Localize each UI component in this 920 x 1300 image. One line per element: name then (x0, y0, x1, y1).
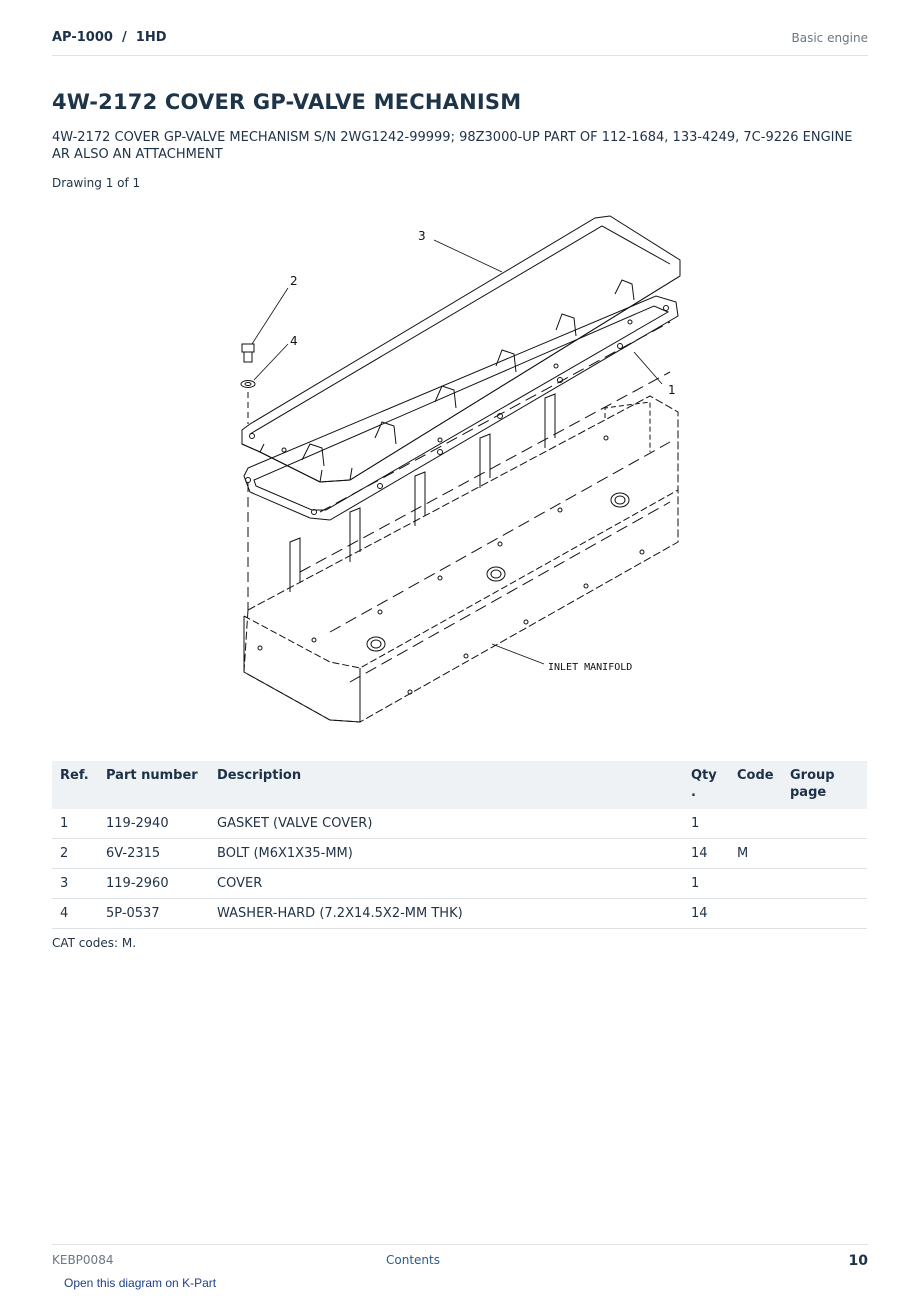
cell-code: M (729, 839, 782, 869)
cat-codes-note: CAT codes: M. (52, 936, 137, 950)
contents-link[interactable]: Contents (386, 1253, 440, 1267)
cell-description: BOLT (M6X1X35-MM) (209, 839, 683, 869)
header-code: Code (737, 768, 774, 783)
cell-ref: 3 (52, 869, 98, 899)
cell-ref: 1 (52, 809, 98, 839)
cell-ref: 2 (52, 839, 98, 869)
callout-2: 2 (290, 274, 298, 288)
cell-qty: 1 (683, 809, 729, 839)
table-row (52, 869, 867, 899)
parts-table (52, 761, 867, 929)
header-qty-line1: Qty (691, 768, 717, 783)
breadcrumb: AP-1000 / 1HD (52, 30, 167, 45)
callout-4: 4 (290, 334, 298, 348)
drawing-label: Drawing 1 of 1 (52, 176, 141, 190)
cell-group-page (782, 899, 867, 929)
page-subtitle: 4W-2172 COVER GP-VALVE MECHANISM S/N 2WG1242-99999; 98Z3000-UP PART OF 112-1684, 133-4249, 7C-9226 ENGINE AR ALSO AN ATTACHMENT (52, 130, 853, 162)
open-kpart-link[interactable]: Open this diagram on K-Part (64, 1276, 217, 1290)
header-group-line1: Group (790, 768, 835, 783)
page-number: 10 (848, 1253, 868, 1269)
cell-qty: 14 (683, 839, 729, 869)
valve-cover-drawing (242, 216, 680, 482)
cell-part-number: 119-2960 (98, 869, 209, 899)
cell-qty: 1 (683, 869, 729, 899)
cell-code (729, 869, 782, 899)
header-group-page (782, 761, 867, 809)
table-row (52, 899, 867, 929)
header-description: Description (217, 768, 302, 783)
cell-part-number: 6V-2315 (98, 839, 209, 869)
diagram-svg (230, 212, 690, 732)
table-row (52, 839, 867, 869)
cell-description: WASHER-HARD (7.2X14.5X2-MM THK) (209, 899, 683, 929)
cell-part-number: 5P-0537 (98, 899, 209, 929)
cell-description: COVER (209, 869, 683, 899)
header-ref: Ref. (60, 768, 89, 783)
cell-group-page (782, 839, 867, 869)
page-title: 4W-2172 COVER GP-VALVE MECHANISM (52, 90, 522, 114)
table-row (52, 809, 867, 839)
cell-ref: 4 (52, 899, 98, 929)
page-footer (52, 1244, 868, 1274)
cell-description: GASKET (VALVE COVER) (209, 809, 683, 839)
cell-group-page (782, 869, 867, 899)
cell-part-number: 119-2940 (98, 809, 209, 839)
header-qty (683, 761, 729, 809)
header-qty-line2: . (691, 785, 696, 800)
header-part-number: Part number (106, 768, 198, 783)
document-id: KEBP0084 (52, 1253, 114, 1267)
parts-table-header (52, 761, 867, 809)
inlet-manifold-label: INLET MANIFOLD (548, 662, 633, 673)
cell-code (729, 899, 782, 929)
cell-qty: 14 (683, 899, 729, 929)
callout-3: 3 (418, 229, 426, 243)
callout-1: 1 (668, 383, 676, 397)
cell-code (729, 809, 782, 839)
header-group-line2: page (790, 785, 827, 800)
leader-lines (252, 240, 662, 664)
section-name: Basic engine (791, 31, 868, 45)
page-header (52, 28, 868, 56)
cell-group-page (782, 809, 867, 839)
gasket-drawing (244, 296, 678, 520)
exploded-parts-diagram (230, 212, 690, 732)
